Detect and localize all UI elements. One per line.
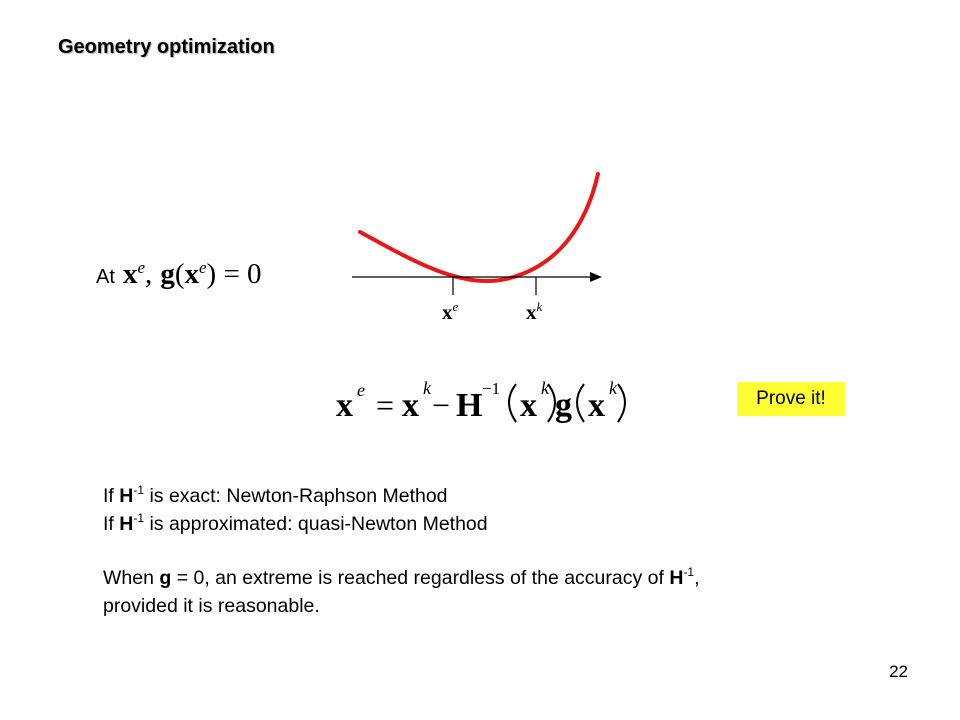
tick-label-xk-sup: k: [536, 299, 543, 314]
tick-label-xe-base: x: [442, 300, 453, 324]
l3-g: g: [159, 567, 172, 589]
condition-comma: ,: [145, 258, 153, 290]
l3-middle: = 0, an extreme is reached regardless of the accuracy of: [171, 567, 670, 589]
condition-x2: x: [184, 258, 199, 290]
eq-paren-open-2: [577, 384, 584, 422]
eq-minus: −: [432, 387, 451, 423]
l3-sup: -1: [683, 565, 695, 579]
eq-arg2-sup: k: [609, 378, 617, 398]
tick-label-xk: [526, 299, 542, 325]
eq-g: g: [555, 387, 572, 424]
l2-prefix: If: [103, 513, 120, 535]
eq-paren-close-2: [618, 384, 625, 422]
eq-H-sup: −1: [482, 379, 501, 398]
eq-arg-x: x: [520, 387, 537, 424]
line-newton-raphson: [103, 482, 700, 510]
condition-x-sup: e: [137, 258, 146, 277]
eq-equals: =: [376, 387, 395, 423]
energy-curve: [360, 174, 598, 281]
equation-svg: [336, 372, 636, 432]
line-reasonable: provided it is reasonable.: [103, 595, 320, 617]
eq-arg2-x: x: [588, 387, 605, 424]
energy-curve-svg: [340, 160, 640, 330]
eq-x-sup: k: [423, 378, 431, 398]
eq-lhs-sup: e: [357, 380, 365, 400]
tick-label-xe: [442, 299, 458, 325]
energy-curve-diagram: [340, 160, 640, 335]
condition-g: g: [160, 258, 175, 290]
tick-label-xk-base: x: [526, 300, 537, 324]
tick-label-xe-sup: e: [452, 299, 459, 314]
l2-rest: is approximated: quasi-Newton Method: [144, 513, 488, 535]
axis-arrowhead: [590, 272, 602, 282]
l1-prefix: If: [103, 485, 120, 507]
line-quasi-newton: [103, 510, 700, 538]
newton-step-equation: [336, 372, 636, 432]
body-text: [103, 482, 700, 620]
prove-it-box: Prove it!: [737, 382, 845, 416]
condition-at-label: At: [96, 266, 115, 288]
eq-paren-open-1: [509, 384, 516, 422]
eq-lhs-x: x: [336, 387, 353, 424]
page-number: 22: [889, 662, 908, 681]
condition-open-paren: (: [174, 258, 185, 290]
l3-H: H: [669, 567, 684, 589]
l2-H: H: [119, 513, 134, 535]
condition-equals-zero: ) = 0: [206, 258, 262, 290]
l1-rest: is exact: Newton-Raphson Method: [144, 485, 448, 507]
l3-prefix: When: [103, 567, 160, 589]
l1-sup: -1: [133, 483, 145, 497]
l1-H: H: [119, 485, 134, 507]
l2-sup: -1: [133, 511, 145, 525]
condition-x: x: [122, 258, 138, 290]
l3-suffix: ,: [694, 567, 700, 589]
eq-x: x: [402, 387, 419, 424]
slide-title: Geometry optimization: [58, 36, 275, 58]
eq-H: H: [456, 387, 483, 424]
condition-x2-sup: e: [199, 258, 207, 277]
eq-paren-close-1: [548, 384, 555, 422]
stationary-condition: [96, 258, 262, 291]
eq-arg-sup: k: [541, 378, 549, 398]
line-extreme-reached: [103, 564, 700, 592]
